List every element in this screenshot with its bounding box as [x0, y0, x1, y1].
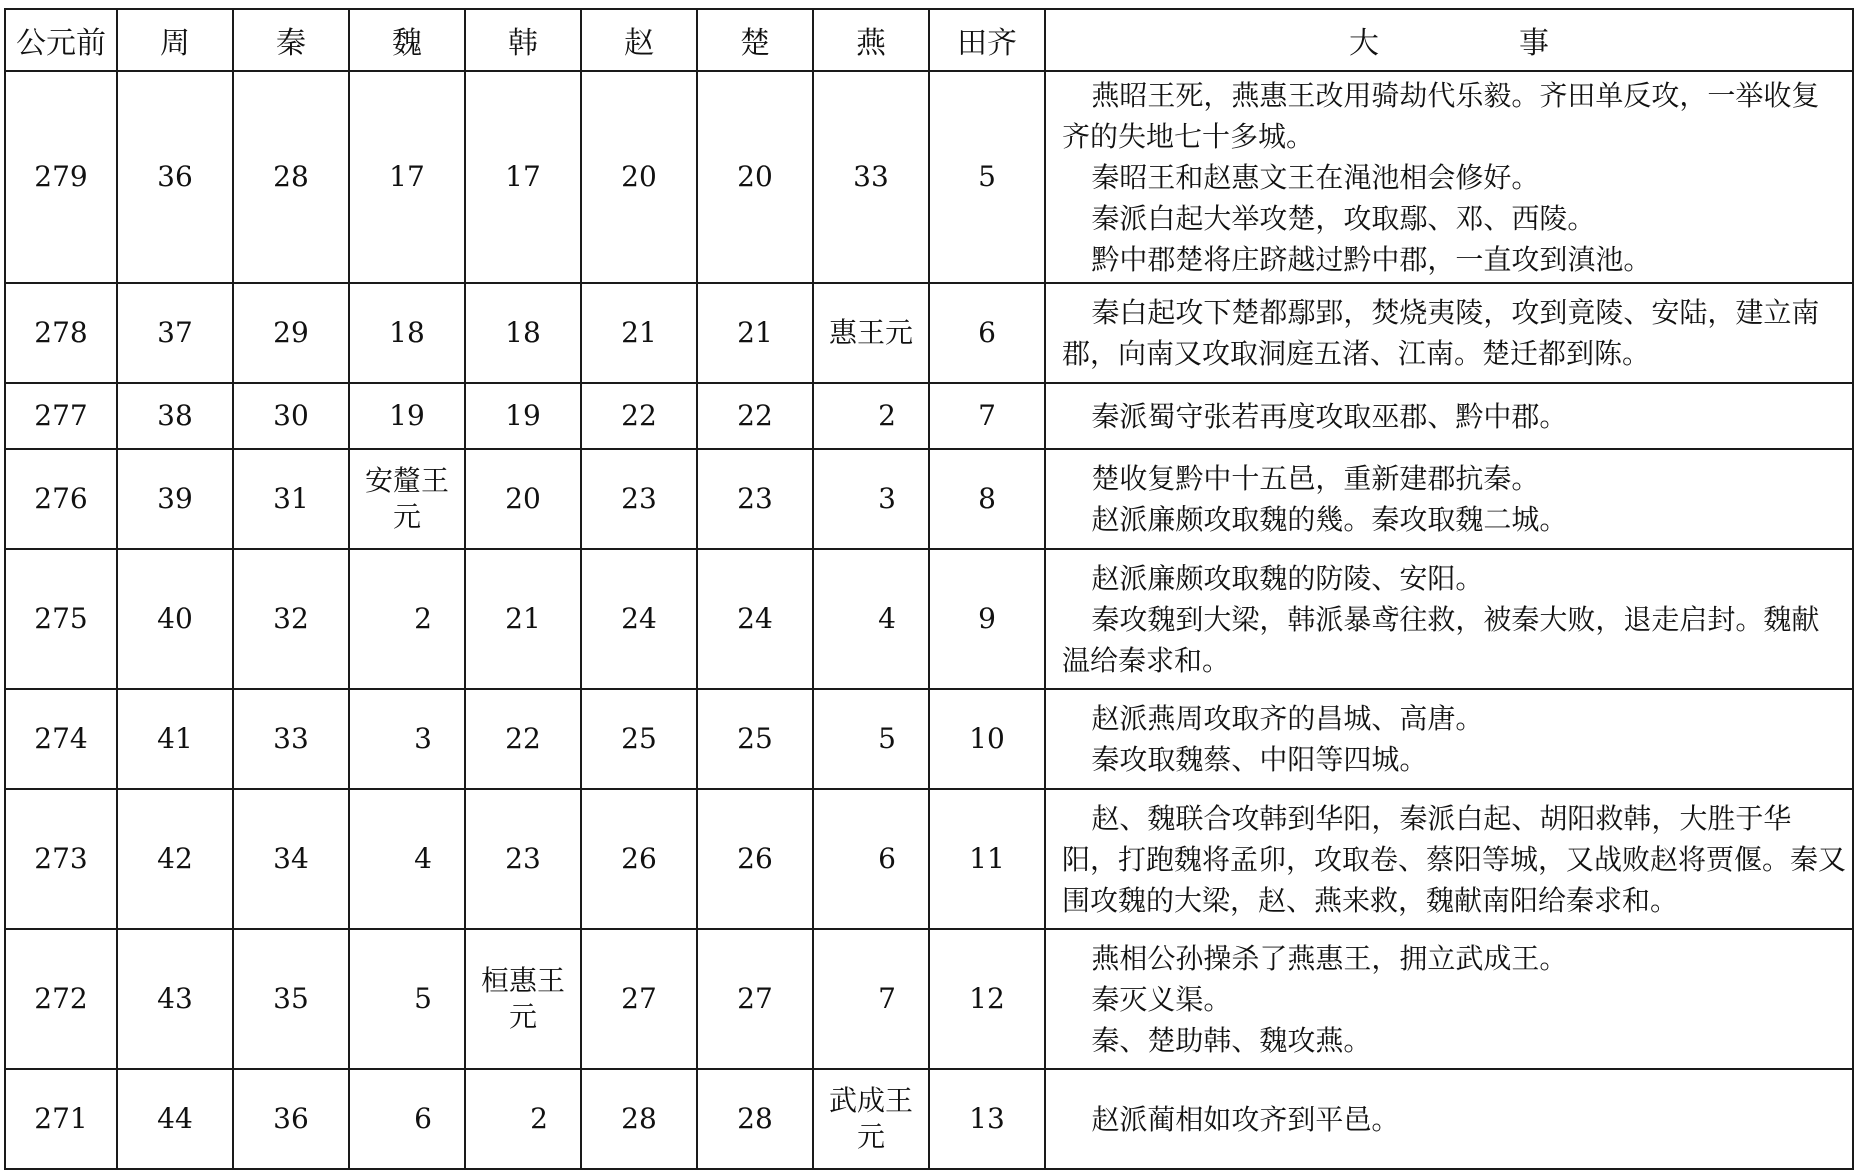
cell-chu: 23	[697, 449, 813, 549]
cell-yan-text: 惠王元	[828, 315, 913, 349]
cell-qin: 30	[233, 383, 349, 449]
table-row	[5, 383, 1853, 449]
cell-year	[5, 689, 117, 789]
cell-zhou: 41	[117, 689, 233, 789]
cell-han-text: 桓惠王元	[480, 963, 565, 1033]
cell-year	[5, 449, 117, 549]
cell-events	[1045, 283, 1853, 383]
cell-zhao: 24	[581, 549, 697, 689]
cell-qi: 13	[929, 1069, 1045, 1169]
header-year: 公元前	[5, 9, 117, 71]
event-text: 赵派廉颇攻取魏的幾。秦攻取魏二城。	[1091, 503, 1568, 536]
table-row	[5, 689, 1853, 789]
cell-wei-text: 安釐王元	[364, 463, 449, 533]
cell-wei: 19	[349, 383, 465, 449]
cell-wei: 4	[349, 789, 465, 929]
cell-year	[5, 71, 117, 283]
cell-wei: 6	[349, 1069, 465, 1169]
cell-chu: 25	[697, 689, 813, 789]
cell-zhou: 36	[117, 71, 233, 283]
table-row	[5, 71, 1853, 283]
cell-zhou: 39	[117, 449, 233, 549]
cell-year	[5, 929, 117, 1069]
cell-yan	[813, 1069, 929, 1169]
cell-zhao: 26	[581, 789, 697, 929]
cell-year-text: 274	[34, 721, 88, 755]
cell-yan: 33	[813, 71, 929, 283]
cell-han: 18	[465, 283, 581, 383]
cell-qin: 36	[233, 1069, 349, 1169]
cell-wei: 17	[349, 71, 465, 283]
cell-zhao: 21	[581, 283, 697, 383]
event-text: 秦昭王和赵惠文王在渑池相会修好。	[1091, 160, 1540, 194]
cell-qi: 11	[929, 789, 1045, 929]
cell-yan: 7	[813, 929, 929, 1069]
cell-wei: 3	[349, 689, 465, 789]
cell-yan	[813, 283, 929, 383]
cell-events	[1045, 689, 1853, 789]
event-text: 燕相公孙操杀了燕惠王，拥立武成王。	[1091, 941, 1568, 975]
event-text: 秦派白起大举攻楚，攻取鄢、邓、西陵。	[1091, 201, 1596, 235]
cell-zhou: 38	[117, 383, 233, 449]
cell-year-text: 276	[34, 481, 88, 515]
cell-qi: 9	[929, 549, 1045, 689]
cell-chu: 27	[697, 929, 813, 1069]
event-text: 秦攻取魏蔡、中阳等四城。	[1091, 743, 1428, 776]
event-text: 燕昭王死，燕惠王改用骑劫代乐毅。齐田单反攻，一举收复齐的失地七十多城。	[1062, 78, 1820, 153]
header-events	[1045, 9, 1853, 71]
cell-han: 20	[465, 449, 581, 549]
table-row	[5, 449, 1853, 549]
header-chu: 楚	[697, 9, 813, 71]
cell-chu: 28	[697, 1069, 813, 1169]
header-han: 韩	[465, 9, 581, 71]
table-row	[5, 549, 1853, 689]
header-zhao: 赵	[581, 9, 697, 71]
header-events-char-2: 事	[1519, 26, 1549, 61]
cell-yan: 2	[813, 383, 929, 449]
event-text: 秦攻魏到大梁，韩派暴鸢往救，被秦大败，退走启封。魏献温给秦求和。	[1062, 602, 1820, 677]
cell-wei: 2	[349, 549, 465, 689]
cell-year-text: 271	[34, 1101, 88, 1135]
header-yan: 燕	[813, 9, 929, 71]
cell-qi: 7	[929, 383, 1045, 449]
table-body	[5, 71, 1853, 1169]
cell-qi: 8	[929, 449, 1045, 549]
cell-zhou: 43	[117, 929, 233, 1069]
cell-qi: 6	[929, 283, 1045, 383]
cell-zhou: 40	[117, 549, 233, 689]
cell-han	[465, 929, 581, 1069]
cell-chu: 20	[697, 71, 813, 283]
cell-qin: 31	[233, 449, 349, 549]
cell-events	[1045, 449, 1853, 549]
cell-year-text: 272	[34, 981, 88, 1015]
cell-year	[5, 283, 117, 383]
cell-events	[1045, 1069, 1853, 1169]
cell-han: 17	[465, 71, 581, 283]
cell-wei	[349, 449, 465, 549]
header-events-char-1: 大	[1349, 26, 1379, 61]
cell-han: 21	[465, 549, 581, 689]
cell-han: 22	[465, 689, 581, 789]
cell-year	[5, 789, 117, 929]
cell-year-text: 275	[34, 601, 88, 635]
table-row	[5, 929, 1853, 1069]
cell-han: 23	[465, 789, 581, 929]
cell-qin: 28	[233, 71, 349, 283]
cell-year-text: 277	[34, 398, 88, 432]
table-row	[5, 1069, 1853, 1169]
cell-zhao: 25	[581, 689, 697, 789]
cell-events	[1045, 929, 1853, 1069]
cell-wei: 18	[349, 283, 465, 383]
cell-events	[1045, 71, 1853, 283]
cell-zhou: 44	[117, 1069, 233, 1169]
cell-year-text: 279	[34, 159, 88, 193]
cell-zhao: 27	[581, 929, 697, 1069]
cell-chu: 21	[697, 283, 813, 383]
event-text: 秦白起攻下楚都鄢郢，焚烧夷陵，攻到竟陵、安陆，建立南郡，向南又攻取洞庭五渚、江南。楚迁都到陈。	[1062, 296, 1820, 370]
cell-yan-text: 武成王元	[828, 1083, 913, 1153]
chronology-table	[4, 8, 1854, 1170]
cell-qin: 33	[233, 689, 349, 789]
cell-yan: 4	[813, 549, 929, 689]
event-text: 秦、楚助韩、魏攻燕。	[1091, 1023, 1372, 1057]
header-row	[5, 9, 1853, 71]
event-text: 赵派廉颇攻取魏的防陵、安阳。	[1091, 561, 1484, 595]
event-text: 楚收复黔中十五邑，重新建郡抗秦。	[1091, 462, 1540, 495]
event-text: 赵派蔺相如攻齐到平邑。	[1091, 1102, 1400, 1136]
cell-qin: 29	[233, 283, 349, 383]
cell-han: 2	[465, 1069, 581, 1169]
cell-han: 19	[465, 383, 581, 449]
cell-events	[1045, 383, 1853, 449]
event-text: 赵派燕周攻取齐的昌城、高唐。	[1091, 702, 1484, 735]
cell-events	[1045, 549, 1853, 689]
cell-events	[1045, 789, 1853, 929]
cell-qi: 5	[929, 71, 1045, 283]
cell-chu: 26	[697, 789, 813, 929]
header-qi: 田齐	[929, 9, 1045, 71]
cell-year-text: 273	[34, 841, 88, 875]
cell-qin: 34	[233, 789, 349, 929]
cell-year-text: 278	[34, 315, 88, 349]
header-qin: 秦	[233, 9, 349, 71]
cell-qi: 12	[929, 929, 1045, 1069]
cell-qin: 32	[233, 549, 349, 689]
cell-yan: 6	[813, 789, 929, 929]
event-text: 秦灭义渠。	[1091, 982, 1232, 1016]
cell-qi: 10	[929, 689, 1045, 789]
cell-yan: 3	[813, 449, 929, 549]
event-text: 秦派蜀守张若再度攻取巫郡、黔中郡。	[1091, 399, 1568, 433]
cell-wei: 5	[349, 929, 465, 1069]
cell-zhao: 23	[581, 449, 697, 549]
cell-chu: 22	[697, 383, 813, 449]
header-zhou: 周	[117, 9, 233, 71]
cell-year	[5, 383, 117, 449]
table-row	[5, 789, 1853, 929]
cell-zhao: 28	[581, 1069, 697, 1169]
cell-year	[5, 549, 117, 689]
event-text: 赵、魏联合攻韩到华阳，秦派白起、胡阳救韩，大胜于华阳，打跑魏将孟卯，攻取卷、蔡阳等城，又战败赵将贾偃。秦又围攻魏的大梁，赵、燕来救，魏献南阳给秦求和。	[1062, 801, 1847, 917]
cell-zhou: 42	[117, 789, 233, 929]
cell-zhao: 22	[581, 383, 697, 449]
cell-zhou: 37	[117, 283, 233, 383]
cell-year	[5, 1069, 117, 1169]
event-text: 黔中郡楚将庄跻越过黔中郡，一直攻到滇池。	[1091, 242, 1652, 276]
table-row	[5, 283, 1853, 383]
cell-yan: 5	[813, 689, 929, 789]
cell-chu: 24	[697, 549, 813, 689]
header-wei: 魏	[349, 9, 465, 71]
cell-zhao: 20	[581, 71, 697, 283]
cell-qin: 35	[233, 929, 349, 1069]
